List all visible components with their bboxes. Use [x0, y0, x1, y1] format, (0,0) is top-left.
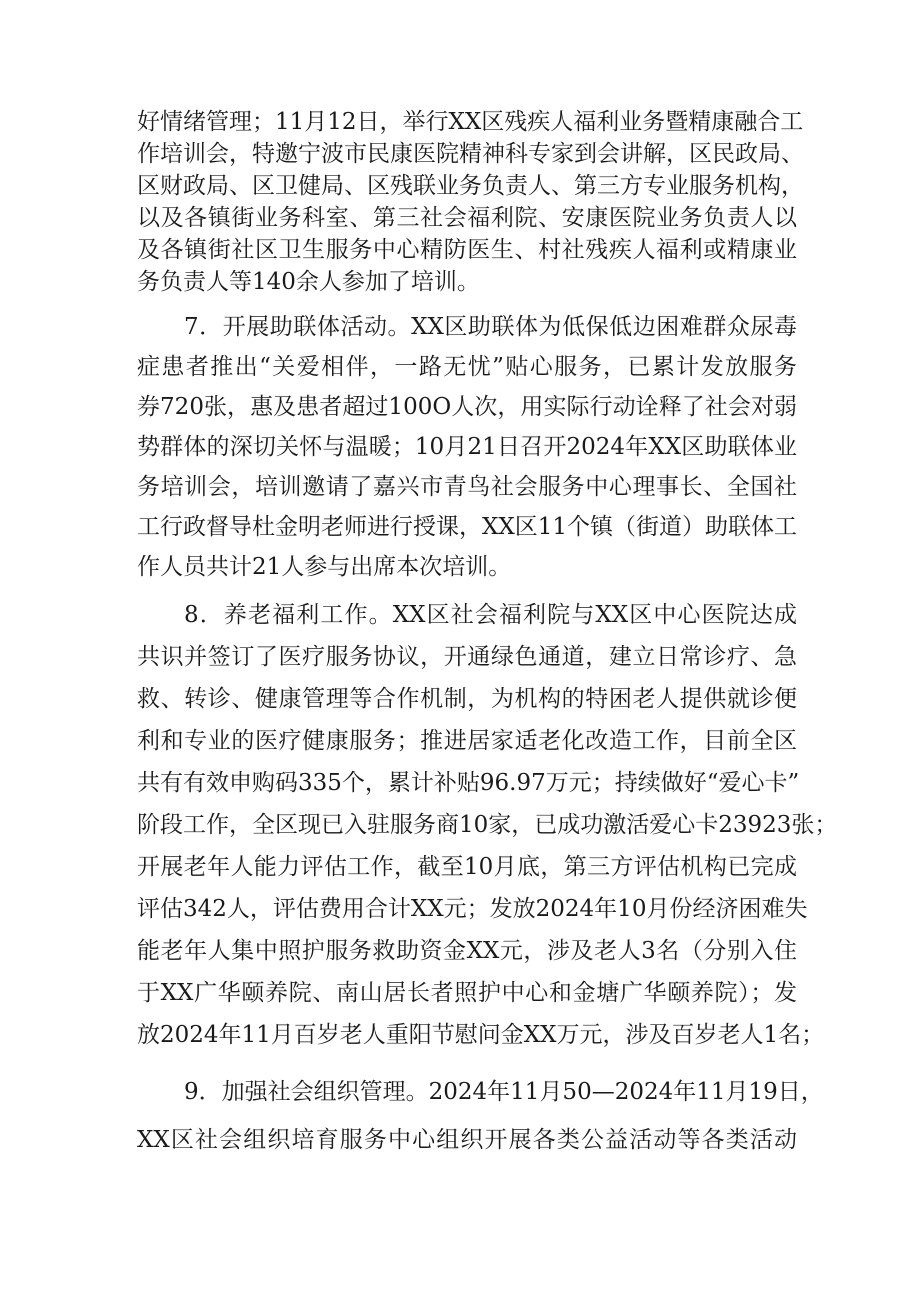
- text-line: 救、转诊、健康管理等合作机制，为机构的特困老人提供就诊便: [137, 686, 797, 712]
- paragraph-9-heading-line: 9．加强社会组织管理。2024年11月50—2024年11月19日，: [184, 1079, 824, 1105]
- text-line: 工行政督导杜金明老师进行授课，XX区11个镇（街道）助联体工: [137, 514, 798, 540]
- text-line: 区财政局、区卫健局、区残联业务负责人、第三方专业服务机构，: [137, 173, 804, 199]
- text-line: 好情绪管理；11月12日，举行XX区残疾人福利业务暨精康融合工: [137, 109, 804, 135]
- text-line: 评估342人，评估费用合计XX元；发放2024年10月份经济困难失: [137, 896, 808, 922]
- text-line: 利和专业的医疗健康服务；推进居家适老化改造工作，目前全区: [137, 728, 797, 754]
- text-line: 共有有效申购码335个，累计补贴96.97万元；持续做好“爱心卡”: [137, 770, 800, 796]
- text-line: 券720张，惠及患者超过100O人次，用实际行动诠释了社会对弱: [137, 394, 797, 420]
- text-line: 于XX广华颐养院、南山居长者照护中心和金塘广华颐养院）；发: [137, 980, 797, 1006]
- text-line: 阶段工作，全区现已入驻服务商10家，已成功激活爱心卡23923张；: [137, 812, 838, 838]
- text-line: 势群体的深切关怀与温暖；10月21日召开2024年XX区助联体业: [137, 434, 797, 460]
- text-line: 务负责人等140余人参加了培训。: [137, 269, 480, 295]
- paragraph-8-heading-line: 8．养老福利工作。XX区社会福利院与XX区中心医院达成: [184, 602, 797, 628]
- text-line: 作人员共计21人参与出席本次培训。: [137, 554, 512, 580]
- text-line: 放2024年11月百岁老人重阳节慰问金XX万元，涉及百岁老人1名；: [137, 1022, 825, 1048]
- text-line: 以及各镇街业务科室、第三社会福利院、安康医院业务负责人以: [137, 205, 797, 231]
- text-line: 务培训会，培训邀请了嘉兴市青鸟社会服务中心理事长、全国社: [137, 474, 797, 500]
- text-line: 共识并签订了医疗服务协议，开通绿色通道，建立日常诊疗、急: [137, 644, 797, 670]
- text-line: 及各镇街社区卫生服务中心精防医生、村社残疾人福利或精康业: [137, 237, 797, 263]
- paragraph-7-heading-line: 7．开展助联体活动。XX区助联体为低保低边困难群众尿毒: [184, 314, 797, 340]
- text-line: 能老年人集中照护服务救助资金XX元，涉及老人3名（分别入住: [137, 938, 797, 964]
- text-line: XX区社会组织培育服务中心组织开展各类公益活动等各类活动: [137, 1127, 797, 1153]
- text-line: 开展老年人能力评估工作，截至10月底，第三方评估机构已完成: [137, 854, 797, 880]
- text-line: 作培训会，特邀宁波市民康医院精神科专家到会讲解，区民政局、: [137, 141, 804, 167]
- text-line: 症患者推出“关爱相伴，一路无忧”贴心服务，已累计发放服务: [137, 354, 797, 380]
